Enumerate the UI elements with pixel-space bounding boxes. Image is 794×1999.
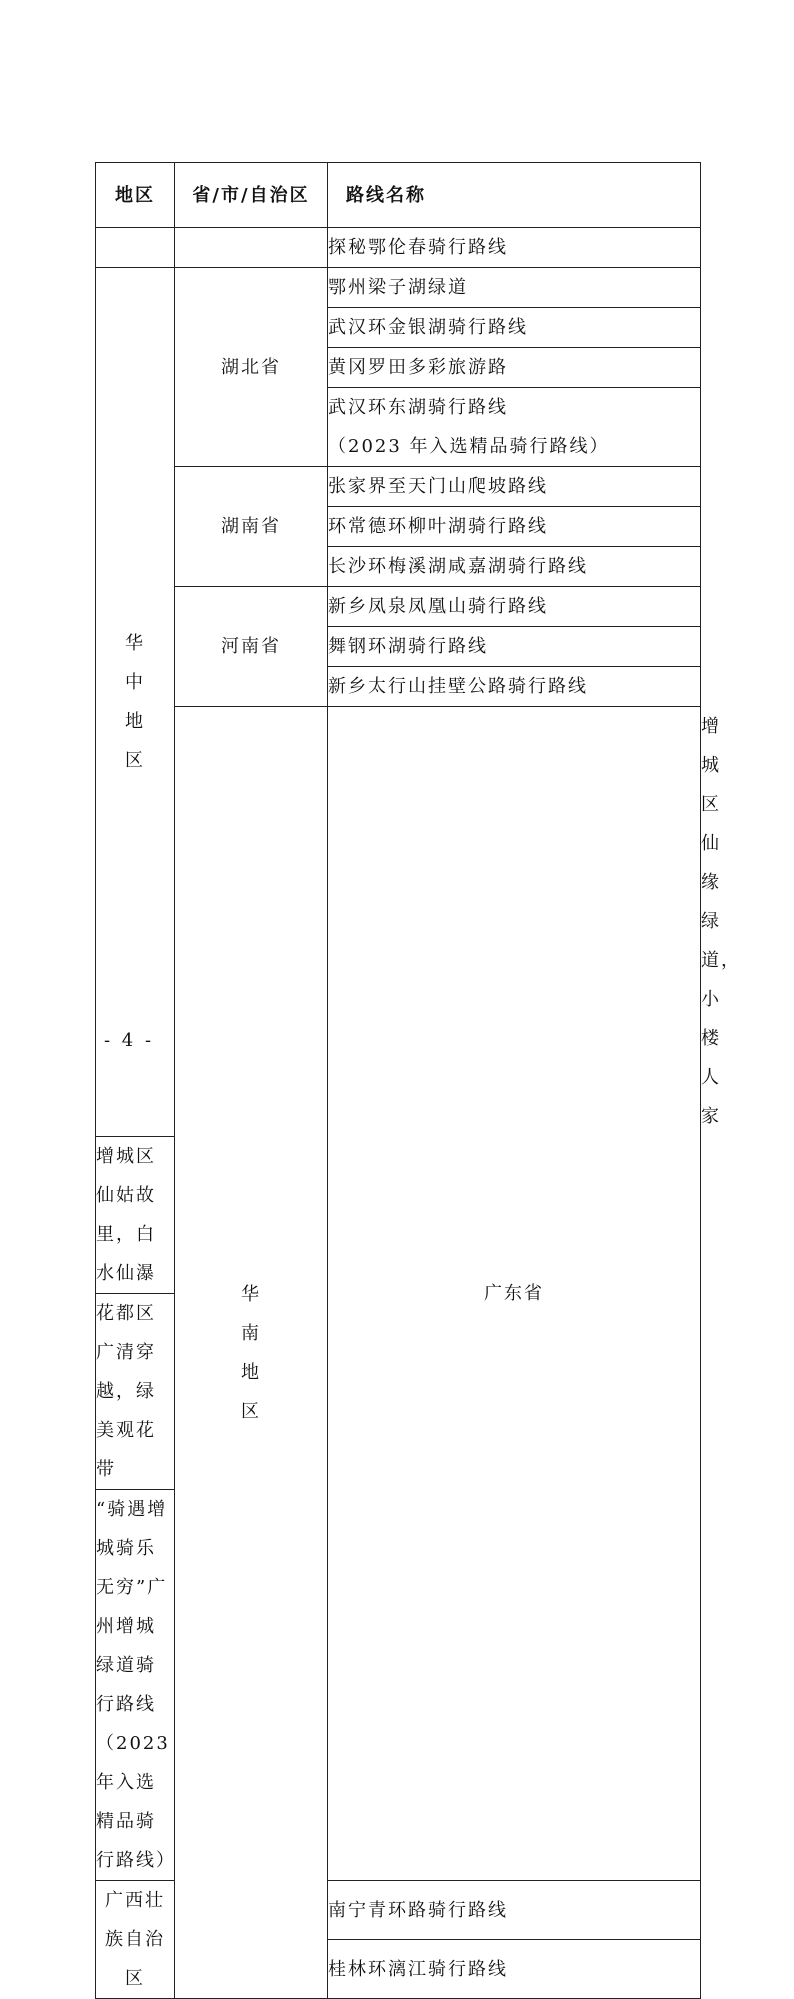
route-line: 行路线 xyxy=(96,1694,156,1715)
region-south xyxy=(175,707,328,1999)
region-char: 中 xyxy=(125,672,145,693)
province-line: 区 xyxy=(125,1968,145,1989)
route-cell xyxy=(96,1490,175,1881)
route-cell: 黄冈罗田多彩旅游路 xyxy=(328,348,701,388)
route-cell xyxy=(328,388,701,467)
table-row: 华 南 地 区 广东省 增城区仙缘绿道，小楼人家 xyxy=(96,707,701,1137)
route-cell: 桂林环漓江骑行路线 xyxy=(328,1940,701,1999)
province-guangxi xyxy=(96,1881,175,1999)
region-char: 南 xyxy=(241,1322,261,1344)
region-cell-empty xyxy=(96,228,175,268)
route-note: （2023 年入选精品骑行路线） xyxy=(328,436,610,457)
route-cell: 花都区广清穿越，绿美观花带 xyxy=(96,1294,175,1490)
route-line: “骑遇增城骑乐无穷”广州增城绿道骑 xyxy=(96,1499,168,1676)
route-cell: 新乡太行山挂壁公路骑行路线 xyxy=(328,667,701,707)
header-province: 省/市/自治区 xyxy=(175,163,328,228)
route-note: （2023 年入选精品骑行路线） xyxy=(96,1733,176,1871)
route-cell: 张家界至天门山爬坡路线 xyxy=(328,467,701,507)
route-cell: 增城区仙姑故里，白水仙瀑 xyxy=(96,1137,175,1294)
route-cell: 鄂州梁子湖绿道 xyxy=(328,268,701,308)
route-cell: 环常德环柳叶湖骑行路线 xyxy=(328,507,701,547)
province-hubei: 湖北省 xyxy=(175,268,328,467)
region-char: 区 xyxy=(125,750,145,771)
region-char: 华 xyxy=(241,1283,261,1305)
route-line: 武汉环东湖骑行路线 xyxy=(328,397,508,418)
route-cell: 舞钢环湖骑行路线 xyxy=(328,627,701,667)
province-line: 广西壮族自治 xyxy=(105,1890,165,1950)
table-row xyxy=(96,587,701,627)
header-row xyxy=(96,163,701,228)
route-cell: 长沙环梅溪湖咸嘉湖骑行路线 xyxy=(328,547,701,587)
route-cell: 南宁青环路骑行路线 xyxy=(328,1881,701,1940)
province-guangdong: 广东省 xyxy=(328,707,701,1881)
region-char: 华 xyxy=(125,633,145,654)
route-cell: 新乡凤泉凤凰山骑行路线 xyxy=(328,587,701,627)
header-route: 路线名称 xyxy=(328,163,701,228)
province-henan: 河南省 xyxy=(175,587,328,707)
region-char: 地 xyxy=(125,711,145,732)
table-row xyxy=(96,268,701,308)
table-row xyxy=(96,467,701,507)
route-table xyxy=(95,162,741,1999)
route-cell: 探秘鄂伦春骑行路线 xyxy=(328,228,701,268)
page-number: - 4 - xyxy=(104,1030,155,1051)
route-cell: 武汉环金银湖骑行路线 xyxy=(328,308,701,348)
province-hunan: 湖南省 xyxy=(175,467,328,587)
region-char: 地 xyxy=(241,1361,261,1383)
province-cell-empty xyxy=(175,228,328,268)
region-central xyxy=(96,268,175,1137)
table-row xyxy=(96,228,701,268)
header-region: 地区 xyxy=(96,163,175,228)
region-char: 区 xyxy=(241,1400,261,1422)
